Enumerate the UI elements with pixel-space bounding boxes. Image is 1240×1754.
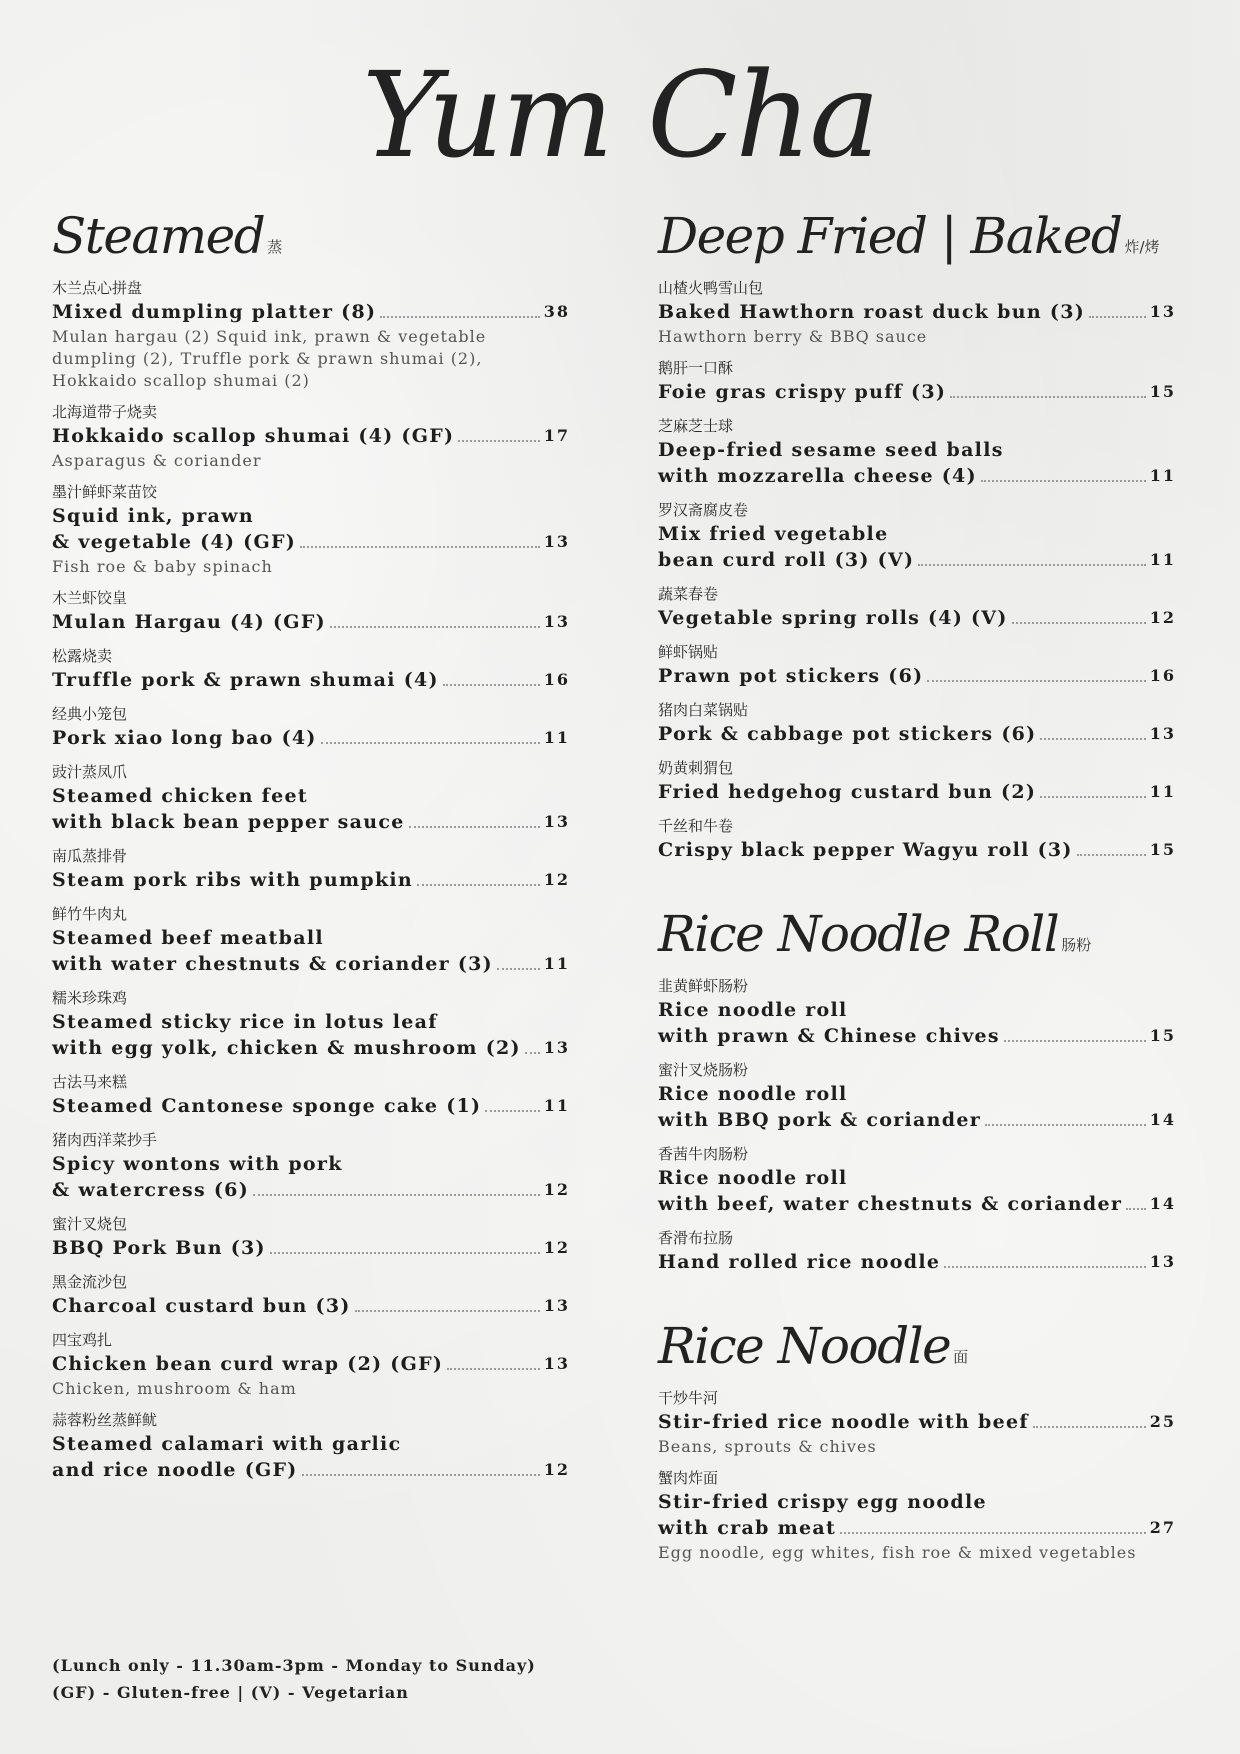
item-chinese-name: 鲜竹牛肉丸	[52, 905, 128, 923]
item-price: 11	[1149, 782, 1176, 801]
item-name-row	[52, 529, 570, 555]
item-price: 11	[543, 1096, 570, 1115]
item-name: Prawn pot stickers (6)	[658, 665, 924, 687]
section-chinese-title: 肠粉	[1061, 936, 1092, 954]
item-name: & watercress (6)	[52, 1179, 249, 1201]
item-price: 14	[1149, 1110, 1176, 1129]
dotted-leader	[1040, 796, 1146, 798]
menu-item	[658, 1387, 1176, 1457]
item-chinese-name: 木兰虾饺皇	[52, 589, 128, 607]
item-name: Baked Hawthorn roast duck bun (3)	[658, 301, 1086, 323]
item-name-row	[52, 1351, 570, 1377]
item-name: Foie gras crispy puff (3)	[658, 381, 947, 403]
item-chinese-name: 木兰点心拼盘	[52, 279, 143, 297]
item-chinese-name: 北海道带子烧卖	[52, 403, 158, 421]
dotted-leader	[302, 1474, 540, 1476]
menu-item	[52, 845, 570, 893]
item-name-row	[658, 1107, 1176, 1133]
dotted-leader	[950, 396, 1146, 398]
item-chinese-name: 韭黄鲜虾肠粉	[658, 977, 749, 995]
item-chinese-name: 芝麻芝士球	[658, 417, 734, 435]
dotted-leader	[525, 1052, 540, 1054]
item-name: with egg yolk, chicken & mushroom (2)	[52, 1037, 521, 1059]
item-price: 15	[1149, 840, 1176, 859]
menu-item	[52, 1129, 570, 1203]
item-price: 11	[1149, 466, 1176, 485]
item-name-row	[52, 1035, 570, 1061]
menu-item	[658, 757, 1176, 805]
menu-item	[52, 1409, 570, 1483]
item-name-row	[658, 1249, 1176, 1275]
item-chinese-name: 黑金流沙包	[52, 1273, 128, 1291]
item-chinese-name: 松露烧卖	[52, 647, 113, 665]
item-chinese-name: 蔬菜春卷	[658, 585, 719, 603]
item-description: Hawthorn berry & BBQ sauce	[658, 327, 928, 346]
menu-item	[658, 815, 1176, 863]
item-price: 13	[543, 1296, 570, 1315]
menu-item	[658, 583, 1176, 631]
lunch-hours-note: (Lunch only - 11.30am-3pm - Monday to Sunday)	[52, 1656, 536, 1675]
item-name-row	[658, 1023, 1176, 1049]
item-name-row	[658, 1515, 1176, 1541]
item-name-row	[658, 1165, 1176, 1191]
item-description: Hokkaido scallop shumai (2)	[52, 371, 310, 390]
dotted-leader	[321, 742, 540, 744]
menu-item	[658, 1059, 1176, 1133]
item-name-row	[52, 667, 570, 693]
menu-item	[658, 1143, 1176, 1217]
item-chinese-name: 香茜牛肉肠粉	[658, 1145, 749, 1163]
item-chinese-name: 豉汁蒸凤爪	[52, 763, 128, 781]
item-name: with prawn & Chinese chives	[658, 1025, 1000, 1047]
menu-section	[658, 1315, 1176, 1563]
item-name-row	[52, 609, 570, 635]
item-chinese-name: 蜜汁叉烧肠粉	[658, 1061, 749, 1079]
item-name-row	[658, 521, 1176, 547]
item-price: 14	[1149, 1194, 1176, 1213]
item-name: Stir-fried rice noodle with beef	[658, 1411, 1029, 1433]
item-name-row	[52, 1293, 570, 1319]
menu-title: Yum Cha	[362, 46, 878, 184]
menu-item	[52, 761, 570, 835]
menu-item	[658, 415, 1176, 489]
menu-item	[52, 703, 570, 751]
item-price: 13	[1149, 724, 1176, 743]
item-chinese-name: 糯米珍珠鸡	[52, 989, 128, 1007]
item-price: 25	[1149, 1412, 1176, 1431]
item-name-row	[52, 951, 570, 977]
dotted-leader	[485, 1110, 539, 1112]
item-name: Chicken bean curd wrap (2) (GF)	[52, 1353, 444, 1375]
item-chinese-name: 猪肉白菜锅贴	[658, 701, 749, 719]
item-chinese-name: 猪肉西洋菜抄手	[52, 1131, 158, 1149]
menu-item	[658, 699, 1176, 747]
item-name-row	[658, 1489, 1176, 1515]
menu-item	[52, 587, 570, 635]
item-price: 12	[543, 1460, 570, 1479]
item-name-row	[52, 1235, 570, 1261]
item-price: 15	[1149, 1026, 1176, 1045]
dotted-leader	[1004, 1040, 1146, 1042]
item-price: 38	[543, 302, 570, 321]
item-name: Hand rolled rice noodle	[658, 1251, 941, 1273]
item-name-row	[658, 1191, 1176, 1217]
menu-item	[52, 1071, 570, 1119]
dotted-leader	[918, 564, 1145, 566]
item-name: with water chestnuts & coriander (3)	[52, 953, 493, 975]
item-name: with beef, water chestnuts & coriander	[658, 1193, 1123, 1215]
item-name: Pork & cabbage pot stickers (6)	[658, 723, 1037, 745]
item-chinese-name: 南瓜蒸排骨	[52, 847, 128, 865]
item-name: Deep-fried sesame seed balls	[658, 439, 1004, 461]
menu-item	[658, 975, 1176, 1049]
menu-item	[658, 357, 1176, 405]
item-name: Fried hedgehog custard bun (2)	[658, 781, 1037, 803]
menu-item	[658, 277, 1176, 347]
menu-item	[658, 1227, 1176, 1275]
item-name: Squid ink, prawn	[52, 505, 254, 527]
item-chinese-name: 奶黄刺猬包	[658, 759, 734, 777]
dietary-legend: (GF) - Gluten-free | (V) - Vegetarian	[52, 1683, 409, 1702]
item-chinese-name: 香滑布拉肠	[658, 1229, 734, 1247]
item-chinese-name: 蒜蓉粉丝蒸鲜鱿	[52, 1411, 158, 1429]
item-name-row	[52, 1093, 570, 1119]
dotted-leader	[458, 440, 539, 442]
menu-item	[52, 1271, 570, 1319]
item-chinese-name: 四宝鸡扎	[52, 1331, 113, 1349]
item-name-row	[52, 725, 570, 751]
item-chinese-name: 罗汉斋腐皮卷	[658, 501, 749, 519]
item-description: Mulan hargau (2) Squid ink, prawn & vegetable	[52, 327, 487, 346]
item-price: 13	[543, 1354, 570, 1373]
menu-item	[52, 277, 570, 391]
item-description: Asparagus & coriander	[52, 451, 262, 470]
item-chinese-name: 山楂火鸭雪山包	[658, 279, 764, 297]
item-name: Crispy black pepper Wagyu roll (3)	[658, 839, 1073, 861]
item-name: Pork xiao long bao (4)	[52, 727, 317, 749]
section-title: Deep Fried | Baked	[658, 207, 1122, 265]
menu-item	[658, 1467, 1176, 1563]
dotted-leader	[1077, 854, 1146, 856]
dotted-leader	[927, 680, 1145, 682]
item-name-row	[52, 867, 570, 893]
dotted-leader	[253, 1194, 540, 1196]
item-chinese-name: 鲜虾锅贴	[658, 643, 719, 661]
item-chinese-name: 墨汁鲜虾菜苗饺	[52, 483, 158, 501]
section-heading	[658, 903, 1176, 963]
item-chinese-name: 经典小笼包	[52, 705, 128, 723]
item-name-row	[52, 1151, 570, 1177]
dotted-leader	[1040, 738, 1145, 740]
item-name: Charcoal custard bun (3)	[52, 1295, 351, 1317]
item-price: 11	[543, 728, 570, 747]
item-price: 11	[1149, 550, 1176, 569]
menu-item	[52, 1213, 570, 1261]
menu-item	[52, 1329, 570, 1399]
dotted-leader	[355, 1310, 540, 1312]
menu-item	[52, 987, 570, 1061]
item-name-row	[52, 1177, 570, 1203]
menu-section	[658, 205, 1176, 863]
item-name: and rice noodle (GF)	[52, 1459, 298, 1481]
dotted-leader	[497, 968, 540, 970]
dotted-leader	[981, 480, 1146, 482]
item-name: bean curd roll (3) (V)	[658, 549, 915, 571]
section-chinese-title: 蒸	[267, 238, 283, 256]
menu-item	[52, 645, 570, 693]
dotted-leader	[840, 1532, 1146, 1534]
item-price: 12	[1149, 608, 1176, 627]
item-price: 11	[543, 954, 570, 973]
item-price: 27	[1149, 1518, 1176, 1537]
item-name-row	[658, 837, 1176, 863]
item-name-row	[658, 1081, 1176, 1107]
item-name-row	[658, 779, 1176, 805]
dotted-leader	[1033, 1426, 1146, 1428]
item-name: with crab meat	[658, 1517, 837, 1539]
item-name-row	[658, 721, 1176, 747]
dotted-leader	[985, 1124, 1146, 1126]
item-chinese-name: 鹅肝一口酥	[658, 359, 734, 377]
item-price: 12	[543, 870, 570, 889]
item-price: 12	[543, 1238, 570, 1257]
item-name: with black bean pepper sauce	[52, 811, 405, 833]
item-description: Fish roe & baby spinach	[52, 557, 273, 576]
dotted-leader	[1126, 1208, 1146, 1210]
section-title: Steamed	[52, 207, 265, 265]
item-name: Stir-fried crispy egg noodle	[658, 1491, 987, 1513]
item-name-row	[658, 997, 1176, 1023]
item-chinese-name: 蜜汁叉烧包	[52, 1215, 128, 1233]
item-name-row	[658, 1409, 1176, 1435]
item-name-row	[658, 299, 1176, 325]
item-price: 12	[543, 1180, 570, 1199]
item-name: Rice noodle roll	[658, 999, 848, 1021]
item-name: Steamed calamari with garlic	[52, 1433, 402, 1455]
item-name: Steamed sticky rice in lotus leaf	[52, 1011, 438, 1033]
item-description: Chicken, mushroom & ham	[52, 1379, 297, 1398]
item-name: BBQ Pork Bun (3)	[52, 1237, 266, 1259]
item-name-row	[52, 1009, 570, 1035]
item-name-row	[52, 299, 570, 325]
section-title: Rice Noodle	[658, 1317, 951, 1375]
menu-item	[52, 481, 570, 577]
item-name: Mixed dumpling platter (8)	[52, 301, 377, 323]
item-name: & vegetable (4) (GF)	[52, 531, 297, 553]
dotted-leader	[1089, 316, 1146, 318]
dotted-leader	[330, 626, 540, 628]
item-name-row	[52, 423, 570, 449]
item-name-row	[658, 379, 1176, 405]
item-price: 13	[543, 532, 570, 551]
left-column	[52, 205, 570, 1523]
item-name: Steamed beef meatball	[52, 927, 324, 949]
menu-item	[52, 401, 570, 471]
item-name: Mulan Hargau (4) (GF)	[52, 611, 326, 633]
item-name: Truffle pork & prawn shumai (4)	[52, 669, 439, 691]
item-name: Steamed Cantonese sponge cake (1)	[52, 1095, 482, 1117]
menu-item	[658, 641, 1176, 689]
item-name: with mozzarella cheese (4)	[658, 465, 977, 487]
item-name: Steamed chicken feet	[52, 785, 308, 807]
item-description: dumpling (2), Truffle pork & prawn shumai (2),	[52, 349, 483, 368]
item-name: Rice noodle roll	[658, 1083, 848, 1105]
dotted-leader	[417, 884, 540, 886]
item-price: 13	[543, 812, 570, 831]
dotted-leader	[409, 826, 540, 828]
menu-section	[658, 903, 1176, 1275]
item-price: 15	[1149, 382, 1176, 401]
item-chinese-name: 干炒牛河	[658, 1389, 719, 1407]
item-name-row	[52, 925, 570, 951]
right-column	[658, 205, 1176, 1603]
item-price: 16	[1149, 666, 1176, 685]
item-name-row	[658, 437, 1176, 463]
item-price: 13	[1149, 302, 1176, 321]
section-chinese-title: 面	[953, 1348, 969, 1366]
section-heading	[658, 205, 1176, 265]
item-price: 17	[543, 426, 570, 445]
item-chinese-name: 蟹肉炸面	[658, 1469, 719, 1487]
item-name: with BBQ pork & coriander	[658, 1109, 982, 1131]
section-heading	[658, 1315, 1176, 1375]
item-name: Rice noodle roll	[658, 1167, 848, 1189]
footer	[52, 1652, 536, 1706]
menu-section	[52, 205, 570, 1483]
item-price: 16	[543, 670, 570, 689]
section-heading	[52, 205, 570, 265]
item-chinese-name: 古法马来糕	[52, 1073, 128, 1091]
section-title: Rice Noodle Roll	[658, 905, 1059, 963]
dotted-leader	[447, 1368, 540, 1370]
dotted-leader	[270, 1252, 540, 1254]
item-name-row	[52, 809, 570, 835]
item-name-row	[52, 1431, 570, 1457]
item-name-row	[52, 503, 570, 529]
item-name: Mix fried vegetable	[658, 523, 889, 545]
section-chinese-title: 炸/烤	[1124, 238, 1160, 256]
item-name-row	[658, 663, 1176, 689]
item-name-row	[52, 1457, 570, 1483]
dotted-leader	[443, 684, 540, 686]
item-price: 13	[543, 1038, 570, 1057]
menu-item	[52, 903, 570, 977]
item-name-row	[658, 547, 1176, 573]
dotted-leader	[300, 546, 540, 548]
item-description: Egg noodle, egg whites, fish roe & mixed vegetables	[658, 1543, 1137, 1562]
item-name-row	[658, 605, 1176, 631]
menu-item	[658, 499, 1176, 573]
item-description: Beans, sprouts & chives	[658, 1437, 877, 1456]
item-name: Vegetable spring rolls (4) (V)	[658, 607, 1008, 629]
dotted-leader	[1012, 622, 1146, 624]
item-chinese-name: 千丝和牛卷	[658, 817, 734, 835]
item-name-row	[52, 783, 570, 809]
item-name-row	[658, 463, 1176, 489]
item-price: 13	[543, 612, 570, 631]
item-name: Steam pork ribs with pumpkin	[52, 869, 414, 891]
item-name: Hokkaido scallop shumai (4) (GF)	[52, 425, 455, 447]
dotted-leader	[380, 316, 539, 318]
item-name: Spicy wontons with pork	[52, 1153, 343, 1175]
dotted-leader	[944, 1266, 1146, 1268]
item-price: 13	[1149, 1252, 1176, 1271]
